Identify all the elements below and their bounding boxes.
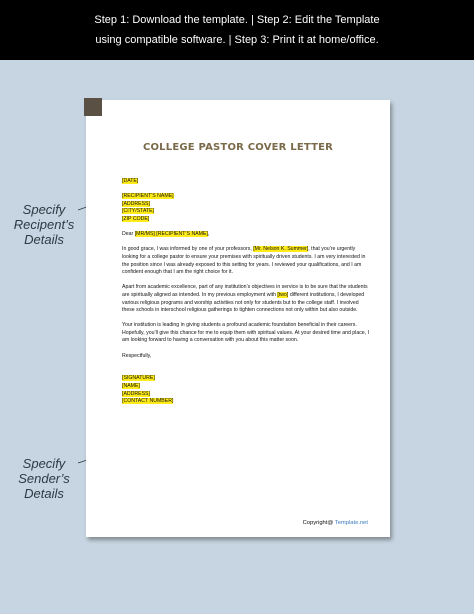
corner-decoration	[84, 98, 102, 116]
date-field[interactable]: [DATE]	[122, 178, 139, 184]
letter-body	[122, 178, 370, 406]
banner-line-1: Step 1: Download the template. | Step 2: Edit the Template	[94, 14, 380, 26]
closing: Respectfully,	[122, 352, 152, 359]
sender-block	[122, 375, 370, 405]
sender-contact-field[interactable]: [CONTACT NUMBER]	[122, 398, 174, 405]
recipient-city-field[interactable]: [CITY/STATE]	[122, 208, 155, 215]
recipient-address-field[interactable]: [ADDRESS]	[122, 200, 150, 207]
recipient-zip-field[interactable]: [ZIP CODE]	[122, 215, 150, 222]
copyright-footer: Copyright@ Template.net	[302, 520, 368, 526]
recipient-details-label: Specify Recipent’s Details	[13, 202, 75, 247]
letter-page	[86, 100, 390, 537]
sender-address-field[interactable]: [ADDRESS]	[122, 390, 150, 397]
institution-count-field[interactable]: [two]	[277, 291, 289, 298]
paragraph-3: Your institution is leading in giving students a profound academic foundation beneficial in their careers. Hopefully, you’ll give this chance for me to equip them with spiritual values. At your desired time and place, I am looking forward to having a conversation with you about this matter soon.	[122, 322, 370, 344]
paragraph-2: Apart from academic excellence, part of any institution’s objectives in service is to be sure that the students are spiritually aligned as intended. In my previous employment with [two] different institutions, I developed various religious programs and worship activities not only for students but to the college staff. I involved these schools in interschool religious gatherings to tighten connections not only within but also outside.	[122, 284, 368, 314]
banner-line-2: using compatible software. | Step 3: Print it at home/office.	[95, 34, 379, 46]
paragraph-1: In good grace, I was informed by one of your professors, [Mr. Nelson K. Summer], that you’re urgently looking for a college pastor to ensure your premises with spiritually driven students. I am very interested in the position since I was already exposed to this setting for years. I reviewed your qualifications, and I am confident enough that I am the right choice for it.	[122, 246, 366, 276]
salutation-field[interactable]: [MR/MS] [RECIPIENT’S NAME]	[134, 231, 208, 238]
instructions-banner	[0, 0, 474, 60]
sender-name-field[interactable]: [NAME]	[122, 383, 140, 390]
letter-title: COLLEGE PASTOR COVER LETTER	[142, 142, 334, 153]
signature-field[interactable]: [SIGNATURE]	[122, 375, 155, 382]
recipient-block	[122, 193, 370, 223]
referrer-field[interactable]: [Mr. Nelson K. Summer]	[253, 246, 309, 253]
salutation: Dear [MR/MS] [RECIPIENT’S NAME],	[122, 231, 210, 238]
recipient-name-field[interactable]: [RECIPIENT’S NAME]	[122, 193, 174, 200]
sender-details-label: Specify Sender’s Details	[18, 456, 70, 501]
brand-link[interactable]: Template.net	[334, 520, 368, 526]
